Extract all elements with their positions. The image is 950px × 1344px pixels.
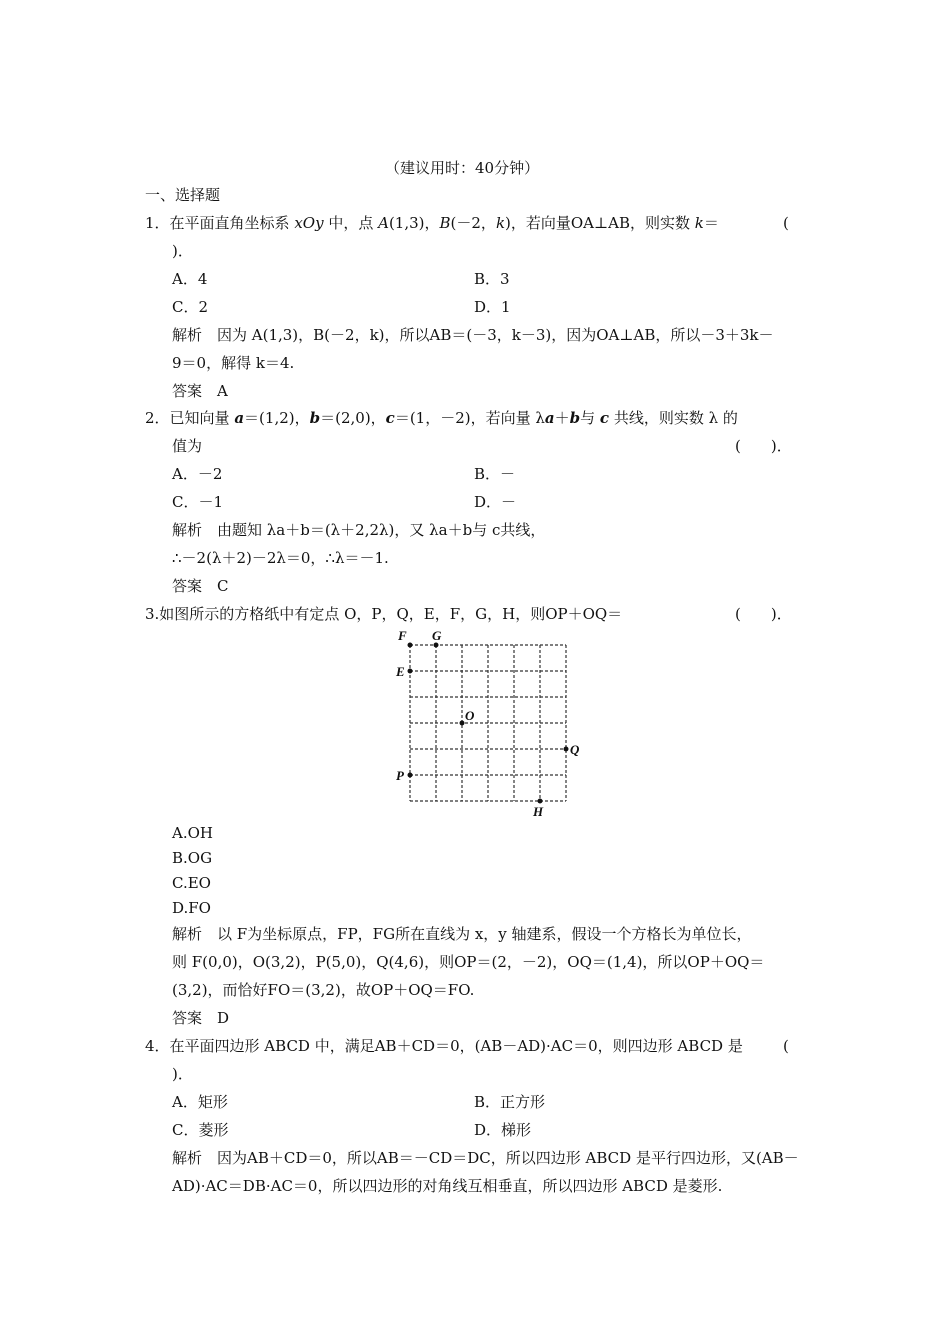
q2-stem-line2: 值为 [172, 437, 203, 455]
q1-solution-line1: 解析 因为 A(1,3)，B(－2，k)，所以AB＝(－3，k－3)，因为OA⊥AB，所以－3＋3k－ [172, 326, 774, 344]
q4-option-d: D．梯形 [474, 1121, 532, 1139]
q4-paren-open: ( [783, 1037, 789, 1055]
grid-lines [410, 645, 566, 801]
q3-answer: 答案 D [172, 1009, 230, 1027]
q4-solution-line1: 解析 因为AB＋CD＝0，所以AB＝－CD＝DC，所以四边形 ABCD 是平行四边形，又(AB－ [172, 1149, 799, 1167]
q4-option-c: C．菱形 [172, 1121, 229, 1139]
label-q: Q [570, 742, 580, 757]
point-h [538, 799, 543, 804]
q2-option-d: D．－ [474, 493, 517, 511]
q2-solution-line1: 解析 由题知 λa＋b＝(λ＋2,2λ)，又 λa＋b与 c共线， [172, 521, 546, 539]
point-g [434, 643, 439, 648]
q4-stem: 4．在平面四边形 ABCD 中，满足AB＋CD＝0，(AB－AD)·AC＝0，则四边形 ABCD 是 [145, 1037, 743, 1055]
q1-option-c: C．2 [172, 298, 209, 316]
label-g: G [432, 630, 442, 643]
q3-option-b: B.OG [172, 849, 213, 867]
q1-paren-close: )． [172, 242, 193, 260]
q2-option-c: C．－1 [172, 493, 224, 511]
q2-stem: 2．已知向量 a＝(1,2)，b＝(2,0)，c＝(1，－2)，若向量 λa＋b与 c 共线，则实数 λ 的 [145, 409, 738, 427]
point-e [408, 669, 413, 674]
q3-solution-line3: (3,2)，而恰好FO＝(3,2)，故OP＋OQ＝FO. [172, 981, 475, 999]
q2-option-a: A．－2 [172, 465, 223, 483]
label-p: P [396, 768, 404, 783]
q3-paren: ( )． [735, 605, 792, 623]
q3-option-d: D.FO [172, 899, 211, 917]
q4-solution-line2: AD)·AC＝DB·AC＝0，所以四边形的对角线互相垂直，所以四边形 ABCD 是菱形. [172, 1177, 723, 1195]
q1-option-d: D．1 [474, 298, 511, 316]
q2-answer: 答案 C [172, 577, 229, 595]
label-o: O [465, 708, 475, 723]
grid-figure [390, 630, 590, 822]
section-title: 一、选择题 [145, 186, 221, 204]
q3-option-c: C.EO [172, 874, 211, 892]
q2-option-b: B．－ [474, 465, 516, 483]
q1-solution-line2: 9＝0，解得 k＝4. [172, 354, 295, 372]
q1-stem: 1．在平面直角坐标系 xOy 中，点 A(1,3)，B(－2，k)，若向量OA⊥AB，则实数 k＝ [145, 214, 719, 232]
q1-option-b: B．3 [474, 270, 510, 288]
q2-solution-line2: ∴－2(λ＋2)－2λ＝0，∴λ＝－1. [172, 549, 389, 567]
q1-paren-open: ( [783, 214, 789, 232]
q2-paren: ( )． [735, 437, 792, 455]
time-header: （建议用时：40分钟） [385, 159, 540, 177]
q3-solution-line2: 则 F(0,0)，O(3,2)，P(5,0)，Q(4,6)，则OP＝(2，－2)，OQ＝(1,4)，所以OP＋OQ＝ [172, 953, 765, 971]
label-f: F [398, 630, 407, 643]
label-e: E [396, 664, 405, 679]
q1-answer: 答案 A [172, 382, 228, 400]
q3-option-a: A.OH [172, 824, 213, 842]
point-f [408, 643, 413, 648]
q1-option-a: A．4 [172, 270, 208, 288]
q4-option-b: B．正方形 [474, 1093, 546, 1111]
point-q [564, 747, 569, 752]
q4-paren-close: )． [172, 1065, 193, 1083]
point-o [460, 721, 465, 726]
label-h: H [533, 804, 544, 819]
point-p [408, 773, 413, 778]
q4-option-a: A．矩形 [172, 1093, 228, 1111]
q3-solution-line1: 解析 以 F为坐标原点，FP，FG所在直线为 x，y 轴建系，假设一个方格长为单位长， [172, 925, 752, 943]
q3-stem: 3.如图所示的方格纸中有定点 O，P，Q，E，F，G，H，则OP＋OQ＝ [145, 605, 623, 623]
